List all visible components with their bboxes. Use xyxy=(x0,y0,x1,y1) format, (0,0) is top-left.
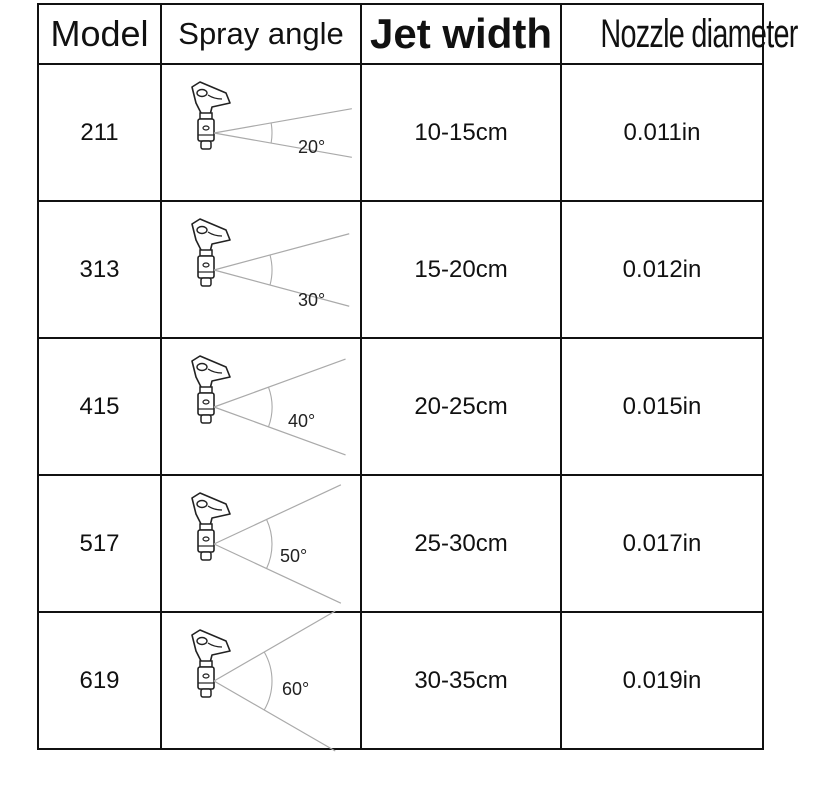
jet-width-cell: 20-25cm xyxy=(361,338,561,475)
table-row xyxy=(38,201,763,338)
spray-tip-icon xyxy=(192,356,230,423)
model-cell: 517 xyxy=(38,475,161,612)
spray-angle-arc xyxy=(264,652,272,710)
nozzle-diameter-cell: 0.017in xyxy=(561,475,763,612)
jet-width-cell: 25-30cm xyxy=(361,475,561,612)
nozzle-diameter-cell: 0.011in xyxy=(561,64,763,201)
spray-angle-cell xyxy=(161,201,361,338)
table-row xyxy=(38,475,763,612)
table-row xyxy=(38,338,763,475)
spray-diagram xyxy=(166,73,356,193)
header-nozzle-diameter: Nozzle diameter xyxy=(600,11,798,56)
spray-tip-icon xyxy=(192,493,230,560)
spray-fan-lines xyxy=(214,108,352,157)
header-model-cell xyxy=(38,4,161,64)
angle-label: 50° xyxy=(280,545,308,566)
spray-fan-lower-line xyxy=(214,544,341,603)
spray-fan-lower-line xyxy=(214,678,335,751)
spray-diagram xyxy=(166,347,356,467)
table-row xyxy=(38,612,763,749)
model-cell: 415 xyxy=(38,338,161,475)
jet-width-cell: 30-35cm xyxy=(361,612,561,749)
model-cell: 211 xyxy=(38,64,161,201)
header-spray-angle: Spray angle xyxy=(178,16,344,51)
spray-fan-lower-line xyxy=(214,407,346,455)
nozzle-diameter-cell: 0.019in xyxy=(561,612,763,749)
angle-label: 20° xyxy=(298,136,326,157)
spray-angle-cell xyxy=(161,338,361,475)
spray-fan-lower-line xyxy=(214,133,352,157)
spray-angle-cell xyxy=(161,475,361,612)
header-jet-width-cell xyxy=(361,4,561,64)
spray-fan-lower-line xyxy=(214,270,349,306)
model-cell: 313 xyxy=(38,201,161,338)
spray-fan-lines xyxy=(214,484,341,602)
spray-angle-cell xyxy=(161,612,361,749)
spray-angle-cell xyxy=(161,64,361,201)
jet-width-cell: 10-15cm xyxy=(361,64,561,201)
spray-fan-lines xyxy=(214,611,335,751)
spray-diagram xyxy=(166,621,356,741)
spray-diagram xyxy=(166,484,356,604)
header-jet-width: Jet width xyxy=(369,10,552,57)
angle-label: 30° xyxy=(298,289,326,310)
angle-label: 40° xyxy=(288,410,316,431)
header-model: Model xyxy=(50,13,149,54)
spray-fan-lines xyxy=(214,233,349,305)
spray-fan-lines xyxy=(214,359,346,455)
model-cell: 619 xyxy=(38,612,161,749)
header-spray-angle-cell xyxy=(161,4,361,64)
spray-angle-arc xyxy=(271,122,272,142)
spray-tip-icon xyxy=(192,219,230,286)
angle-label: 60° xyxy=(282,678,310,699)
spray-fan-upper-line xyxy=(214,359,346,407)
table-row xyxy=(38,64,763,201)
header-nozzle-diameter-cell xyxy=(561,4,798,64)
spray-fan-upper-line xyxy=(214,484,341,543)
nozzle-spec-table xyxy=(37,3,798,750)
nozzle-diameter-cell: 0.012in xyxy=(561,201,763,338)
spray-diagram xyxy=(166,210,356,330)
spray-angle-arc xyxy=(267,519,272,568)
spray-fan-upper-line xyxy=(214,108,352,132)
spray-tip-icon xyxy=(192,82,230,149)
spray-fan-upper-line xyxy=(214,611,335,681)
spray-fan-upper-line xyxy=(214,233,349,269)
header-row xyxy=(38,4,763,64)
spray-angle-arc xyxy=(270,254,272,284)
jet-width-cell: 15-20cm xyxy=(361,201,561,338)
spray-angle-arc xyxy=(269,387,272,427)
nozzle-diameter-cell: 0.015in xyxy=(561,338,763,475)
